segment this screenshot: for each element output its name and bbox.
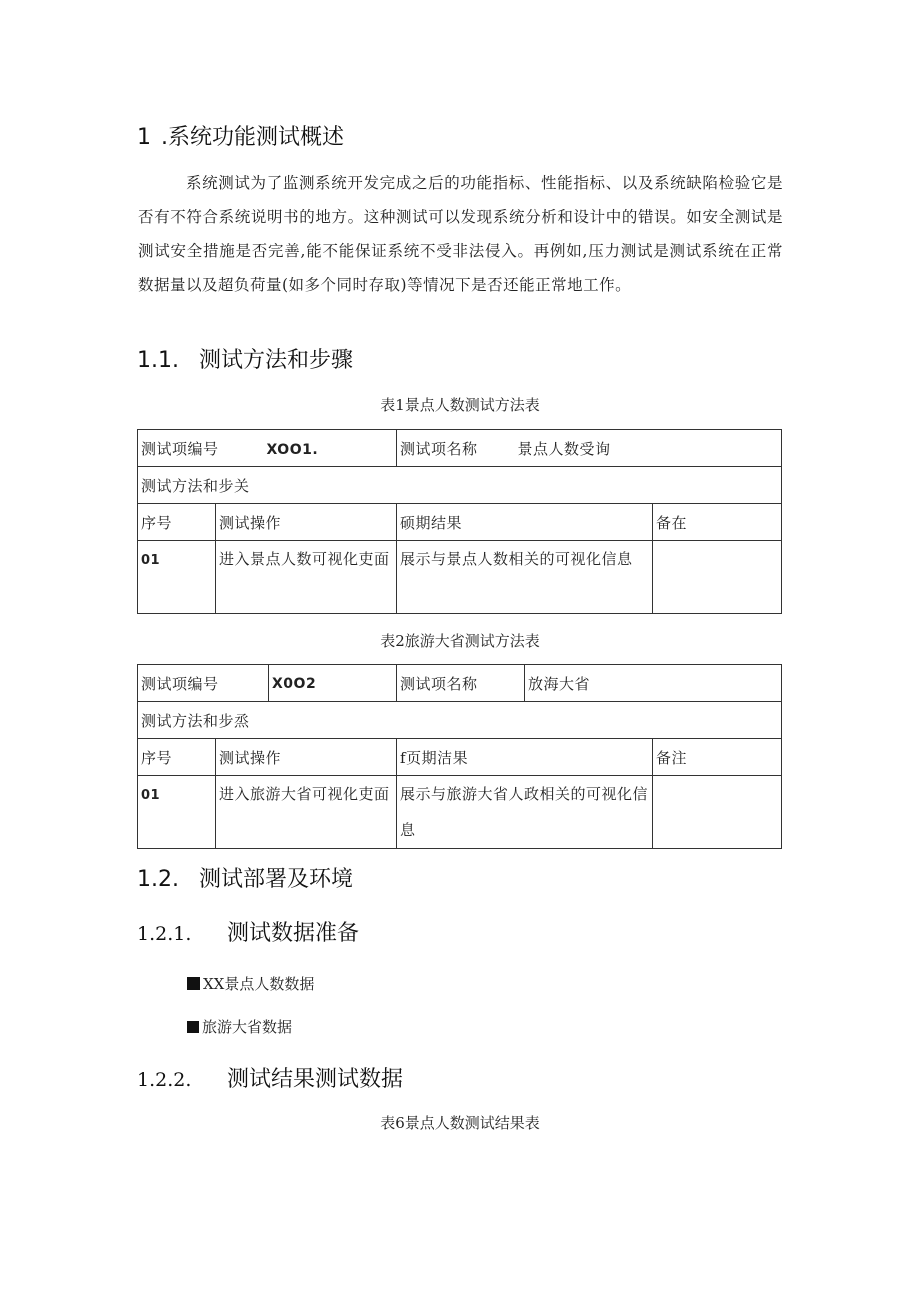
seq-value: 01: [141, 553, 161, 568]
list-item-text: 旅游大省数据: [202, 1018, 293, 1036]
seq-value: 01: [141, 788, 161, 803]
cell-op: 进入旅游大省可视化吏面: [216, 776, 397, 849]
heading-title: .系统功能测试概述: [161, 125, 344, 150]
header-note: 备注: [653, 739, 782, 776]
heading-number: 1.2.2.: [137, 1069, 192, 1091]
header-op: 测试操作: [216, 739, 397, 776]
table-2-caption: 表2旅游大省测试方法表: [380, 632, 540, 650]
table-row: [138, 541, 782, 614]
list-item: [187, 973, 314, 994]
name-cell: [397, 430, 782, 467]
heading-number: 1: [137, 125, 151, 150]
square-bullet-icon: [187, 977, 200, 990]
cell-seq: [138, 776, 216, 849]
id-value: X0O2: [272, 676, 317, 692]
header-expect: f页期洁果: [397, 739, 653, 776]
table-header-row: [138, 739, 782, 776]
heading-title: 测试方法和步骤: [199, 348, 354, 373]
heading-title: 测试数据准备: [227, 921, 360, 946]
id-label-cell: 测试项编号: [138, 665, 269, 702]
header-expect: 硕期结果: [397, 504, 653, 541]
heading-number: 1.2.1.: [137, 923, 192, 945]
name-value-cell: 放海大省: [525, 665, 782, 702]
section-1-heading: [137, 120, 344, 151]
section-1-2-1-heading: [137, 916, 359, 947]
table-row: [138, 430, 782, 467]
section-1-2-2-heading: [137, 1062, 403, 1093]
list-item-text: XX景点人数数据: [203, 975, 315, 993]
list-item: [187, 1016, 292, 1037]
cell-note: [653, 541, 782, 614]
id-cell: [138, 430, 397, 467]
table-row: [138, 776, 782, 849]
heading-title: 测试结果测试数据: [227, 1067, 404, 1092]
header-seq: 序号: [138, 504, 216, 541]
id-value-cell: [269, 665, 397, 702]
table-6-caption: 表6景点人数测试结果表: [380, 1114, 540, 1132]
name-label-cell: 测试项名称: [397, 665, 525, 702]
cell-seq: [138, 541, 216, 614]
method-cell: 测试方法和步关: [138, 467, 782, 504]
cell-note: [653, 776, 782, 849]
table-row: [138, 702, 782, 739]
name-label: 测试项名称: [400, 439, 478, 458]
cell-expect: 展示与旅游大省人政相关的可视化信息: [397, 776, 653, 849]
cell-expect: 展示与景点人数相关的可视化信息: [397, 541, 653, 614]
section-1-1-heading: [137, 343, 353, 374]
table-1-caption: 表1景点人数测试方法表: [380, 396, 540, 414]
heading-title: 测试部署及环境: [199, 867, 354, 892]
table-1: [137, 429, 782, 614]
table-row: [138, 665, 782, 702]
cell-op: 进入景点人数可视化吏面: [216, 541, 397, 614]
square-bullet-icon: [187, 1021, 199, 1033]
id-label: 测试项编号: [141, 439, 219, 458]
intro-paragraph: 系统测试为了监测系统开发完成之后的功能指标、性能指标、以及系统缺陷检验它是否有不符合系统说明书的地方。这种测试可以发现系统分析和设计中的错误。如安全测试是测试安全措施是否完善,能不能保证系统不受非法侵入。再例如,压力测试是测试系统在正常数据量以及超负荷量(如多个同时存取)等情况下是否还能正常地工作。: [138, 174, 783, 294]
id-value: XOO1.: [266, 441, 319, 458]
heading-number: 1.2.: [137, 867, 179, 892]
table-2: [137, 664, 782, 849]
name-value: 景点人数受询: [517, 439, 611, 458]
header-note: 备在: [653, 504, 782, 541]
table-row: [138, 467, 782, 504]
header-op: 测试操作: [216, 504, 397, 541]
table-header-row: [138, 504, 782, 541]
section-1-2-heading: [137, 862, 353, 893]
header-seq: 序号: [138, 739, 216, 776]
heading-number: 1.1.: [137, 348, 179, 373]
method-cell: 测试方法和步烝: [138, 702, 782, 739]
